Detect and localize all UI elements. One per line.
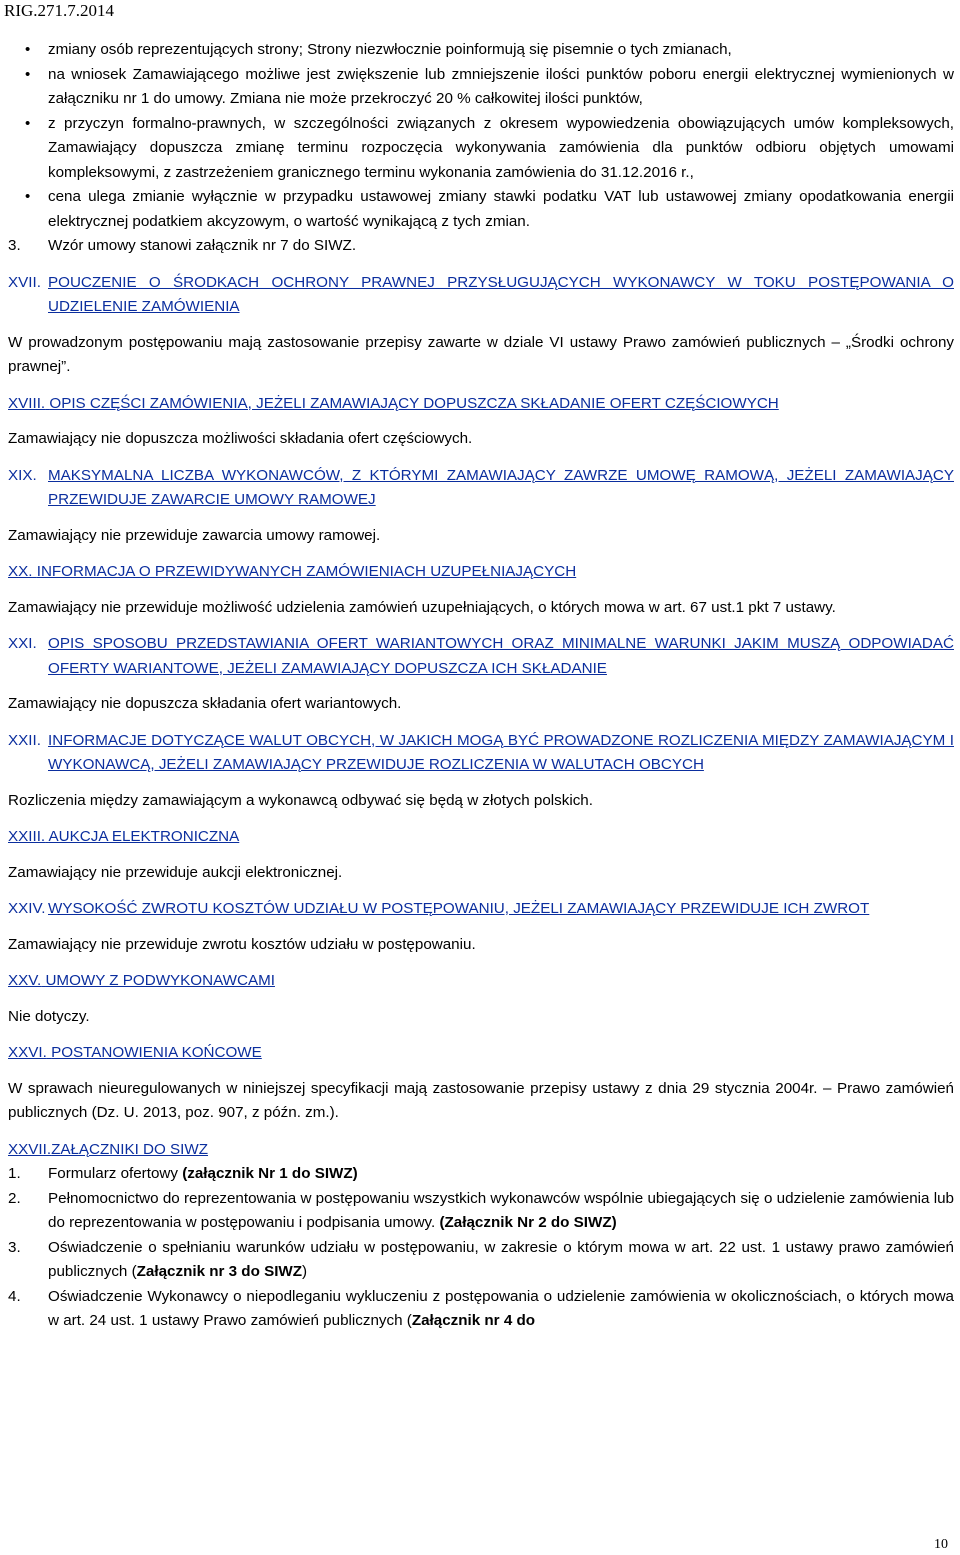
section-title: UMOWY Z PODWYKONAWCAMI (45, 972, 275, 989)
section-heading-xix (8, 464, 954, 513)
item-text: Oświadczenie o spełnianiu warunków udziału w postępowaniu, w zakresie o którym mowa w art. 22 ust. 1 ustawy prawo zamówień publicznych ( (48, 1238, 954, 1280)
item-text-tail: ) (302, 1263, 308, 1280)
section-number: XXIV. (8, 900, 46, 917)
document-reference: RIG.271.7.2014 (4, 1, 115, 20)
section-number: XXI. (8, 635, 37, 652)
item-number: 1. (8, 1165, 21, 1182)
section-body: W prowadzonym postępowaniu mają zastosowanie przepisy zawarte w dziale VI ustawy Prawo zamówień publicznych – „Środki ochrony prawnej”. (8, 333, 954, 375)
section-number: XXVI. (8, 1044, 47, 1061)
section-title: AUKCJA ELEKTRONICZNA (48, 828, 240, 845)
item-number: 2. (8, 1189, 21, 1207)
section-heading-xxi (8, 632, 954, 681)
section-body: Zamawiający nie dopuszcza składania ofert wariantowych. (8, 695, 402, 712)
section-number: XIX. (8, 466, 37, 484)
item-text: Formularz ofertowy (48, 1165, 183, 1182)
change-conditions-list (8, 38, 954, 234)
section-heading-xvii (8, 271, 954, 320)
section-body: Zamawiający nie przewiduje możliwość udzielenia zamówień uzupełniających, o których mowa w art. 67 ust.1 pkt 7 ustawy. (8, 598, 836, 616)
section-number: XVII. (8, 273, 41, 291)
section-body: Rozliczenia między zamawiającym a wykonawcą odbywać się będą w złotych polskich. (8, 791, 593, 809)
section-heading-xx (8, 560, 954, 585)
section-number: XXII. (8, 731, 41, 749)
attachment-item (8, 1285, 954, 1334)
attachment-item (8, 1162, 954, 1187)
attachment-item (8, 1187, 954, 1236)
section-heading-xxii (8, 729, 954, 778)
section-title: INFORMACJA O PRZEWIDYWANYCH ZAMÓWIENIACH UZUPEŁNIAJĄCYCH (36, 563, 577, 580)
item-text: Pełnomocnictwo do reprezentowania w postępowaniu wszystkich wykonawców wspólnie ubiegających się o udzielenie zamówienia lub do reprezentowania w postępowaniu i podpisania umowy. (48, 1189, 954, 1231)
item-number: 3. (8, 237, 21, 254)
list-item: • zmiany osób reprezentujących strony; Strony niezwłocznie poinformują się pisemnie o tych zmianach, (8, 38, 954, 63)
section-title: POSTANOWIENIA KOŃCOWE (51, 1044, 262, 1061)
item-number: 4. (8, 1287, 21, 1305)
section-number: XXVII. (8, 1140, 52, 1158)
attachment-ref: Załącznik nr 3 do SIWZ (136, 1263, 303, 1280)
page-number: 10 (934, 1537, 948, 1552)
section-number: XXV. (8, 972, 42, 989)
section-body: Nie dotyczy. (8, 1007, 90, 1025)
item-text: Oświadczenie Wykonawcy o niepodleganiu wykluczeniu z postępowania o udzielenie zamówienia w okolicznościach, o których mowa w art. 24 ust. 1 ustawy Prawo zamówień publicznych ( (48, 1287, 954, 1329)
section-body: Zamawiający nie przewiduje aukcji elektronicznej. (8, 863, 343, 881)
section-heading-xxvi (8, 1041, 954, 1066)
section-number: XX. (8, 563, 33, 580)
section-title: WYSOKOŚĆ ZWROTU KOSZTÓW UDZIAŁU W POSTĘPOWANIU, JEŻELI ZAMAWIAJĄCY PRZEWIDUJE ICH ZWROT (48, 900, 870, 917)
list-item: • z przyczyn formalno-prawnych, w szczególności związanych z okresem wypowiedzenia obowiązujących umów kompleksowych, Zamawiający dopuszcza zmianę terminu rozpoczęcia wykonywania zamówienia dla punktów odbioru objętych umowami kompleksowymi, z zastrzeżeniem granicznego terminu wykonania zamówienia do 31.12.2016 r., (8, 112, 954, 186)
section-heading-xxvii (8, 1138, 954, 1163)
section-title: ZAŁĄCZNIKI DO SIWZ (51, 1140, 209, 1158)
section-title: INFORMACJE DOTYCZĄCE WALUT OBCYCH, W JAKICH MOGĄ BYĆ PROWADZONE ROZLICZENIA MIĘDZY ZAMAWIAJĄCYM I WYKONAWCĄ, JEŻELI ZAMAWIAJĄCY PRZEWIDUJE ROZLICZENIA W WALUTACH OBCYCH (48, 731, 954, 773)
section-body: W sprawach nieuregulowanych w niniejszej specyfikacji mają zastosowanie przepisy ustawy z dnia 29 stycznia 2004r. – Prawo zamówień publicznych (Dz. U. 2013, poz. 907, z późn. zm.). (8, 1079, 954, 1121)
section-number: XVIII. (8, 394, 46, 412)
attachment-ref: (załącznik Nr 1 do SIWZ) (182, 1165, 358, 1182)
section-body: Zamawiający nie dopuszcza możliwości składania ofert częściowych. (8, 430, 473, 447)
attachment-ref: Załącznik nr 4 do (411, 1312, 536, 1329)
item-text: Wzór umowy stanowi załącznik nr 7 do SIWZ. (48, 237, 357, 254)
section-number: XXIII. (8, 828, 46, 845)
section-heading-xxv (8, 969, 954, 994)
section-body: Zamawiający nie przewiduje zwrotu kosztów udziału w postępowaniu. (8, 935, 476, 953)
section-heading-xxiv (8, 897, 954, 922)
section-title: POUCZENIE O ŚRODKACH OCHRONY PRAWNEJ PRZYSŁUGUJĄCYCH WYKONAWCY W TOKU POSTĘPOWANIA O UDZIELENIE ZAMÓWIENIA (48, 273, 954, 315)
attachment-ref: (Załącznik Nr 2 do SIWZ) (439, 1214, 617, 1231)
list-item: • na wniosek Zamawiającego możliwe jest zwiększenie lub zmniejszenie ilości punktów poboru energii elektrycznej wymienionych w załączniku nr 1 do umowy. Zmiana nie może przekroczyć 20 % całkowitej ilości punktów, (8, 63, 954, 112)
section-heading-xviii (8, 392, 954, 417)
section-title: OPIS CZĘŚCI ZAMÓWIENIA, JEŻELI ZAMAWIAJĄCY DOPUSZCZA SKŁADANIE OFERT CZĘŚCIOWYCH (49, 394, 779, 412)
attachment-item (8, 1236, 954, 1285)
list-item: • cena ulega zmianie wyłącznie w przypadku ustawowej zmiany stawki podatku VAT lub ustawowej zmiany opodatkowania energii elektrycznej podatkiem akcyzowym, o wartość wynikającą z tych zmian. (8, 185, 954, 234)
numbered-item (8, 234, 954, 259)
item-number: 3. (8, 1238, 21, 1256)
section-title: MAKSYMALNA LICZBA WYKONAWCÓW, Z KTÓRYMI ZAMAWIAJĄCY ZAWRZE UMOWĘ RAMOWĄ, JEŻELI ZAMAWIAJĄCY PRZEWIDUJE ZAWARCIE UMOWY RAMOWEJ (48, 466, 954, 508)
section-title: OPIS SPOSOBU PRZEDSTAWIANIA OFERT WARIANTOWYCH ORAZ MINIMALNE WARUNKI JAKIM MUSZĄ ODPOWIADAĆ OFERTY WARIANTOWE, JEŻELI ZAMAWIAJĄCY DOPUSZCZA ICH SKŁADANIE (48, 635, 954, 677)
section-heading-xxiii (8, 825, 954, 850)
document-body (8, 38, 954, 1334)
section-body: Zamawiający nie przewiduje zawarcia umowy ramowej. (8, 526, 381, 544)
